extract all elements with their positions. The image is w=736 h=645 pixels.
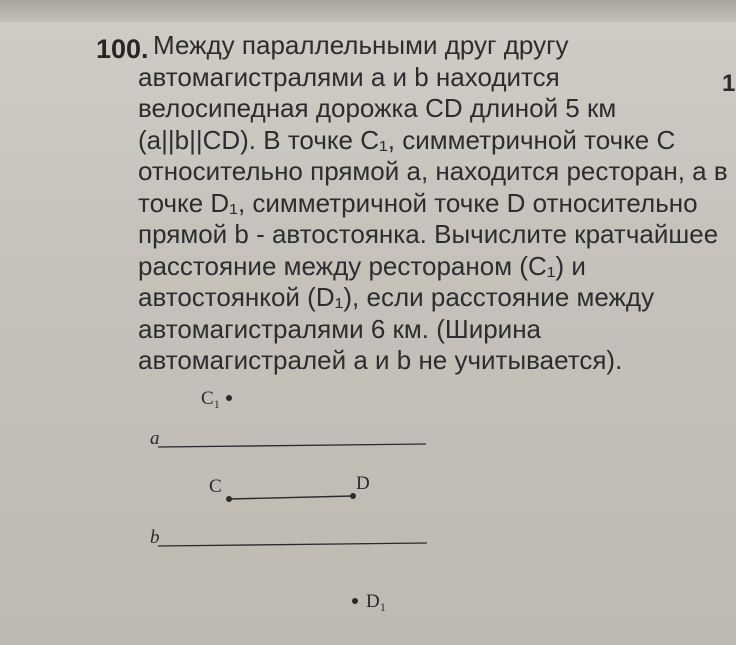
segment-cd <box>229 496 353 499</box>
problem-line-4: (a||b||CD). В точке C₁, симметричной точке C <box>138 124 676 155</box>
line-a <box>158 444 426 447</box>
problem-number: 100. <box>96 34 149 64</box>
line-b <box>158 543 427 546</box>
problem-line-3: велосипедная дорожка CD длиной 5 км <box>138 93 617 123</box>
point-c <box>226 496 232 502</box>
label-d1: D₁ <box>366 591 387 612</box>
problem-line-8: расстояние между рестораном (C₁) и <box>138 250 586 281</box>
problem-line-1: Между параллельными друг другу <box>153 30 569 60</box>
point-c1 <box>226 395 232 401</box>
problem-line-7: прямой b - автостоянка. Вычислите кратчайшее <box>138 219 719 249</box>
problem-line-5: относительно прямой a, находится ресторан, а в <box>138 156 728 186</box>
label-line-b: b <box>150 527 160 548</box>
label-d: D <box>356 473 370 494</box>
label-c1: C₁ <box>201 388 221 409</box>
point-d <box>350 493 356 499</box>
problem-line-2: автомагистралями a и b находится <box>138 61 560 92</box>
point-d1 <box>352 598 358 604</box>
label-line-a: a <box>150 428 160 449</box>
label-c: C <box>209 476 222 497</box>
problem-line-11: автомагистралей a и b не учитывается). <box>138 345 623 375</box>
problem-line-10: автомагистралями 6 км. (Ширина <box>138 313 542 344</box>
problem-line-6: точке D₁, симметричной точке D относительно <box>138 187 698 218</box>
problem-line-9: автостоянкой (D₁), если расстояние между <box>138 282 655 312</box>
margin-number: 1 <box>722 70 736 97</box>
